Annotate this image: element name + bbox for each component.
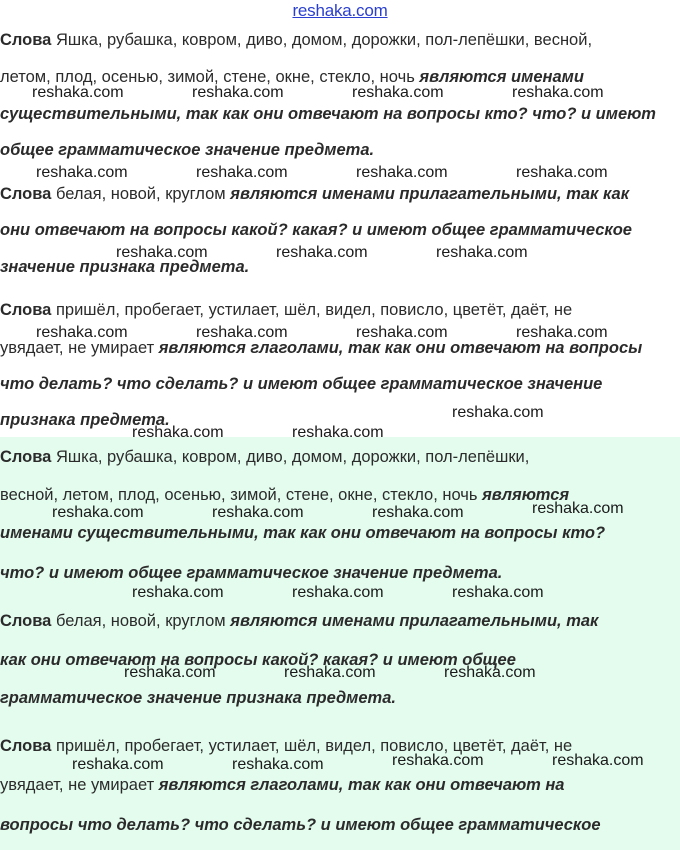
watermark: reshaka.com <box>516 324 608 341</box>
text-line <box>0 104 656 124</box>
explanation-text: признака предмета. <box>0 411 170 429</box>
lead-word: Слова <box>0 448 52 466</box>
word-list: белая, новой, круглом <box>51 612 231 630</box>
watermark: reshaka.com <box>532 500 624 517</box>
watermark: reshaka.com <box>196 324 288 341</box>
explanation-text: что делать? что сделать? и имеют общее грамматическое значение <box>0 375 603 393</box>
lead-word: Слова <box>0 612 52 630</box>
lead-word: Слова <box>0 737 52 755</box>
explanation-text: они отвечают на вопросы какой? какая? и имеют общее грамматическое <box>0 221 632 239</box>
watermark: reshaka.com <box>356 324 448 341</box>
watermark: reshaka.com <box>276 244 368 261</box>
lead-word: Слова <box>0 185 52 203</box>
explanation-text: вопросы что делать? что сделать? и имеют общее грамматическое <box>0 816 601 834</box>
explanation-text: существительными, так как они отвечают на вопросы кто? что? и имеют <box>0 105 656 123</box>
text-line <box>0 611 598 631</box>
watermark: reshaka.com <box>196 164 288 181</box>
explanation-text: общее грамматическое значение предмета. <box>0 141 375 159</box>
explanation-text: что? и имеют общее грамматическое значение предмета. <box>0 564 503 582</box>
text-line <box>0 220 632 240</box>
watermark: reshaka.com <box>452 404 544 421</box>
watermark: reshaka.com <box>356 164 448 181</box>
word-list: увядает, не умирает <box>0 776 159 794</box>
watermark: reshaka.com <box>192 84 284 101</box>
watermark: reshaka.com <box>512 84 604 101</box>
watermark: reshaka.com <box>352 84 444 101</box>
text-line <box>0 523 605 543</box>
text-line <box>0 775 564 795</box>
explanation-text: грамматическое значение признака предмета. <box>0 689 396 707</box>
word-list: весной, летом, плод, осенью, зимой, стене, окне, стекло, ночь <box>0 486 483 504</box>
explanation-text: именами существительными, так как они отвечают на вопросы кто? <box>0 524 606 542</box>
text-line <box>0 30 592 50</box>
watermark: reshaka.com <box>232 756 324 773</box>
watermark: reshaka.com <box>392 752 484 769</box>
word-list: Яшка, рубашка, ковром, диво, домом, дорожки, пол-лепёшки, весной, <box>51 31 593 49</box>
watermark-link-top[interactable]: reshaka.com <box>292 1 388 20</box>
text-line <box>0 485 569 505</box>
watermark: reshaka.com <box>516 164 608 181</box>
watermark: reshaka.com <box>132 584 224 601</box>
explanation-text: как они отвечают на вопросы какой? какая? и имеют общее <box>0 651 516 669</box>
watermark: reshaka.com <box>132 424 224 441</box>
watermark: reshaka.com <box>292 584 384 601</box>
text-line <box>0 184 629 204</box>
watermark: reshaka.com <box>552 752 644 769</box>
explanation-text: значение признака предмета. <box>0 258 250 276</box>
text-line <box>0 815 601 835</box>
explanation-text: являются <box>482 486 570 504</box>
explanation-text: являются глаголами, так как они отвечают на <box>158 776 565 794</box>
text-line <box>0 447 529 467</box>
lead-word: Слова <box>0 301 52 319</box>
text-line <box>0 563 502 583</box>
watermark: reshaka.com <box>32 84 124 101</box>
word-list: Яшка, рубашка, ковром, диво, домом, дорожки, пол-лепёшки, <box>51 448 530 466</box>
text-line <box>0 140 374 160</box>
word-list: пришёл, пробегает, устилает, шёл, видел, повисло, цветёт, даёт, не <box>51 737 573 755</box>
watermark: reshaka.com <box>372 504 464 521</box>
word-list: белая, новой, круглом <box>51 185 231 203</box>
watermark: reshaka.com <box>72 756 164 773</box>
watermark: reshaka.com <box>36 324 128 341</box>
word-list: увядает, не умирает <box>0 339 159 357</box>
text-line <box>0 300 572 320</box>
watermark: reshaka.com <box>116 244 208 261</box>
text-line <box>0 374 602 394</box>
explanation-text: являются именами прилагательными, так <box>230 612 599 630</box>
watermark: reshaka.com <box>436 244 528 261</box>
watermark: reshaka.com <box>52 504 144 521</box>
watermark: reshaka.com <box>452 584 544 601</box>
watermark: reshaka.com <box>444 664 536 681</box>
watermark: reshaka.com <box>292 424 384 441</box>
text-line <box>0 736 572 756</box>
word-list: пришёл, пробегает, устилает, шёл, видел, повисло, цветёт, даёт, не <box>51 301 573 319</box>
explanation-text: являются глаголами, так как они отвечают на вопросы <box>158 339 643 357</box>
text-line <box>0 650 516 670</box>
text-line <box>0 688 396 708</box>
explanation-text: являются именами прилагательными, так как <box>230 185 630 203</box>
explanation-text: являются именами <box>419 68 584 86</box>
watermark: reshaka.com <box>284 664 376 681</box>
watermark: reshaka.com <box>124 664 216 681</box>
lead-word: Слова <box>0 31 52 49</box>
watermark: reshaka.com <box>36 164 128 181</box>
word-list: летом, плод, осенью, зимой, стене, окне, стекло, ночь <box>0 68 420 86</box>
watermark: reshaka.com <box>212 504 304 521</box>
